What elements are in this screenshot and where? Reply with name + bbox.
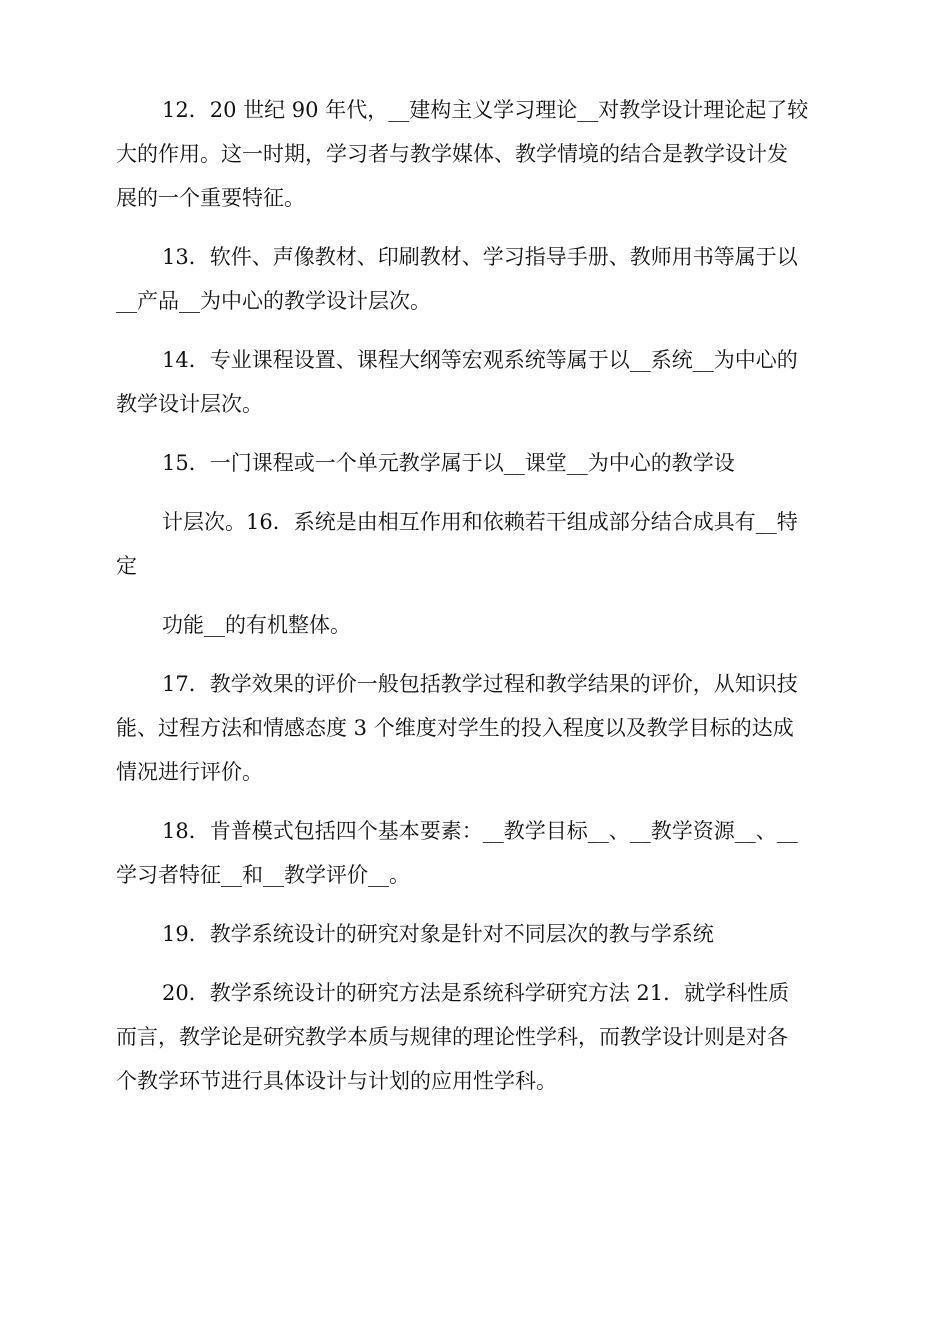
paragraph-18-line-2: 学习者特征__和__教学评价__。 xyxy=(116,863,410,887)
paragraph-12-line-2: 大的作用。这一时期，学习者与教学媒体、教学情境的结合是教学设计发 xyxy=(116,142,788,166)
paragraph-12-line-1: 12．20 世纪 90 年代，__建构主义学习理论__对教学设计理论起了较 xyxy=(162,98,809,122)
paragraph-19-line-1: 19．教学系统设计的研究对象是针对不同层次的教与学系统 xyxy=(162,922,714,946)
paragraph-13-line-2: __产品__为中心的教学设计层次。 xyxy=(116,289,431,313)
paragraph-17-line-3: 情况进行评价。 xyxy=(116,760,263,784)
paragraph-20-21-line-3: 个教学环节进行具体设计与计划的应用性学科。 xyxy=(116,1069,557,1093)
paragraph-20-21-line-2: 而言，教学论是研究教学本质与规律的理论性学科，而教学设计则是对各 xyxy=(116,1025,788,1049)
paragraph-15-line-1: 15．一门课程或一个单元教学属于以__课堂__为中心的教学设 xyxy=(162,451,735,475)
paragraph-15-16-line-1: 计层次。16．系统是由相互作用和依赖若干组成部分结合成具有__特 xyxy=(162,510,798,534)
paragraph-18-line-1: 18．肯普模式包括四个基本要素：__教学目标__、__教学资源__、__ xyxy=(162,819,798,843)
paragraph-17-line-2: 能、过程方法和情感态度 3 个维度对学生的投入程度以及教学目标的达成 xyxy=(116,716,794,740)
paragraph-16-end-line-1: 功能__的有机整体。 xyxy=(162,613,351,637)
paragraph-17-line-1: 17．教学效果的评价一般包括教学过程和教学结果的评价，从知识技 xyxy=(162,672,798,696)
paragraph-15-16-line-2: 定 xyxy=(116,554,137,578)
paragraph-14-line-2: 教学设计层次。 xyxy=(116,392,263,416)
paragraph-20-21-line-1: 20．教学系统设计的研究方法是系统科学研究方法 21．就学科性质 xyxy=(162,981,790,1005)
paragraph-14-line-1: 14．专业课程设置、课程大纲等宏观系统等属于以__系统__为中心的 xyxy=(162,348,798,372)
paragraph-12-line-3: 展的一个重要特征。 xyxy=(116,186,305,210)
paragraph-13-line-1: 13．软件、声像教材、印刷教材、学习指导手册、教师用书等属于以 xyxy=(162,245,798,269)
